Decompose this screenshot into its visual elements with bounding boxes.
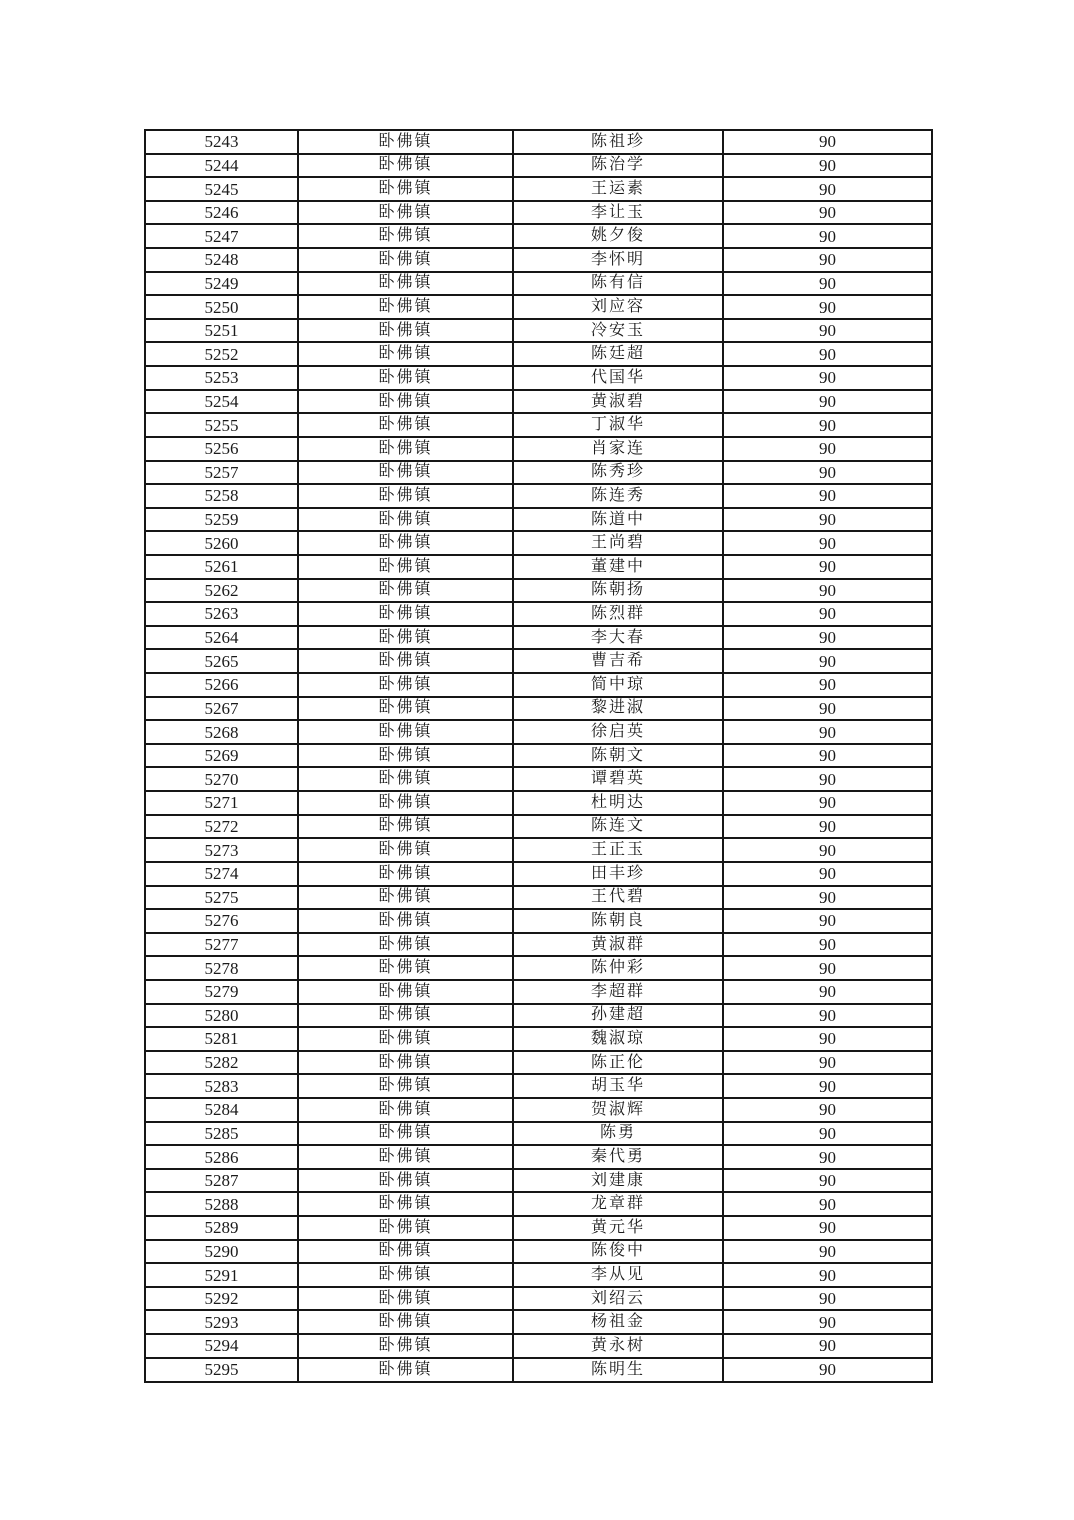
cell-town: 卧佛镇 xyxy=(298,720,513,744)
cell-serial-number: 5249 xyxy=(145,272,298,296)
cell-name: 董建中 xyxy=(513,555,723,579)
cell-town: 卧佛镇 xyxy=(298,909,513,933)
cell-name: 李大春 xyxy=(513,626,723,650)
cell-name: 李从见 xyxy=(513,1263,723,1287)
cell-town: 卧佛镇 xyxy=(298,461,513,485)
table-row xyxy=(145,767,932,791)
cell-name: 黄淑群 xyxy=(513,933,723,957)
cell-serial-number: 5253 xyxy=(145,366,298,390)
cell-serial-number: 5276 xyxy=(145,909,298,933)
cell-name: 田丰珍 xyxy=(513,862,723,886)
cell-score: 90 xyxy=(723,697,932,721)
table-row xyxy=(145,697,932,721)
cell-name: 陈明生 xyxy=(513,1358,723,1382)
cell-score: 90 xyxy=(723,295,932,319)
cell-town: 卧佛镇 xyxy=(298,838,513,862)
cell-name: 陈廷超 xyxy=(513,342,723,366)
cell-serial-number: 5269 xyxy=(145,744,298,768)
cell-score: 90 xyxy=(723,673,932,697)
cell-serial-number: 5271 xyxy=(145,791,298,815)
cell-serial-number: 5245 xyxy=(145,177,298,201)
cell-serial-number: 5243 xyxy=(145,130,298,154)
cell-score: 90 xyxy=(723,815,932,839)
cell-town: 卧佛镇 xyxy=(298,1027,513,1051)
table-row xyxy=(145,909,932,933)
cell-score: 90 xyxy=(723,1358,932,1382)
cell-name: 陈秀珍 xyxy=(513,461,723,485)
cell-serial-number: 5289 xyxy=(145,1216,298,1240)
cell-town: 卧佛镇 xyxy=(298,744,513,768)
cell-serial-number: 5293 xyxy=(145,1310,298,1334)
table-row xyxy=(145,201,932,225)
cell-score: 90 xyxy=(723,1334,932,1358)
cell-serial-number: 5295 xyxy=(145,1358,298,1382)
cell-score: 90 xyxy=(723,626,932,650)
cell-name: 孙建超 xyxy=(513,1004,723,1028)
cell-name: 陈烈群 xyxy=(513,602,723,626)
cell-town: 卧佛镇 xyxy=(298,886,513,910)
cell-serial-number: 5285 xyxy=(145,1122,298,1146)
cell-name: 胡玉华 xyxy=(513,1074,723,1098)
table-row xyxy=(145,1098,932,1122)
table-row xyxy=(145,461,932,485)
cell-town: 卧佛镇 xyxy=(298,1216,513,1240)
cell-score: 90 xyxy=(723,980,932,1004)
table-row xyxy=(145,579,932,603)
cell-score: 90 xyxy=(723,130,932,154)
cell-town: 卧佛镇 xyxy=(298,1192,513,1216)
cell-score: 90 xyxy=(723,1169,932,1193)
cell-town: 卧佛镇 xyxy=(298,815,513,839)
cell-name: 王运素 xyxy=(513,177,723,201)
cell-name: 徐启英 xyxy=(513,720,723,744)
table-row xyxy=(145,413,932,437)
cell-serial-number: 5250 xyxy=(145,295,298,319)
cell-score: 90 xyxy=(723,720,932,744)
cell-score: 90 xyxy=(723,1004,932,1028)
cell-score: 90 xyxy=(723,744,932,768)
cell-serial-number: 5288 xyxy=(145,1192,298,1216)
table-row xyxy=(145,626,932,650)
cell-score: 90 xyxy=(723,390,932,414)
cell-town: 卧佛镇 xyxy=(298,413,513,437)
cell-score: 90 xyxy=(723,201,932,225)
cell-serial-number: 5284 xyxy=(145,1098,298,1122)
cell-serial-number: 5281 xyxy=(145,1027,298,1051)
cell-score: 90 xyxy=(723,272,932,296)
cell-serial-number: 5251 xyxy=(145,319,298,343)
table-row xyxy=(145,366,932,390)
cell-town: 卧佛镇 xyxy=(298,980,513,1004)
cell-serial-number: 5280 xyxy=(145,1004,298,1028)
cell-name: 陈有信 xyxy=(513,272,723,296)
table-row xyxy=(145,1027,932,1051)
cell-serial-number: 5292 xyxy=(145,1287,298,1311)
cell-score: 90 xyxy=(723,579,932,603)
cell-name: 代国华 xyxy=(513,366,723,390)
cell-name: 陈治学 xyxy=(513,154,723,178)
cell-town: 卧佛镇 xyxy=(298,130,513,154)
cell-town: 卧佛镇 xyxy=(298,508,513,532)
cell-serial-number: 5265 xyxy=(145,649,298,673)
cell-town: 卧佛镇 xyxy=(298,579,513,603)
table-row xyxy=(145,720,932,744)
table-row xyxy=(145,815,932,839)
table-row xyxy=(145,1004,932,1028)
table-row xyxy=(145,1145,932,1169)
cell-score: 90 xyxy=(723,224,932,248)
table-row xyxy=(145,484,932,508)
cell-serial-number: 5282 xyxy=(145,1051,298,1075)
cell-name: 陈连秀 xyxy=(513,484,723,508)
cell-serial-number: 5259 xyxy=(145,508,298,532)
table-row xyxy=(145,437,932,461)
table-row xyxy=(145,342,932,366)
cell-name: 陈勇 xyxy=(513,1122,723,1146)
cell-score: 90 xyxy=(723,909,932,933)
cell-score: 90 xyxy=(723,862,932,886)
cell-serial-number: 5262 xyxy=(145,579,298,603)
cell-town: 卧佛镇 xyxy=(298,531,513,555)
table-row xyxy=(145,1358,932,1382)
table-row xyxy=(145,862,932,886)
cell-score: 90 xyxy=(723,413,932,437)
cell-name: 魏淑琼 xyxy=(513,1027,723,1051)
cell-score: 90 xyxy=(723,484,932,508)
cell-town: 卧佛镇 xyxy=(298,484,513,508)
cell-town: 卧佛镇 xyxy=(298,697,513,721)
cell-score: 90 xyxy=(723,1192,932,1216)
cell-town: 卧佛镇 xyxy=(298,626,513,650)
cell-score: 90 xyxy=(723,461,932,485)
cell-score: 90 xyxy=(723,437,932,461)
table-row xyxy=(145,1169,932,1193)
cell-serial-number: 5256 xyxy=(145,437,298,461)
cell-name: 简中琼 xyxy=(513,673,723,697)
table-row xyxy=(145,673,932,697)
cell-town: 卧佛镇 xyxy=(298,555,513,579)
cell-serial-number: 5274 xyxy=(145,862,298,886)
cell-serial-number: 5267 xyxy=(145,697,298,721)
cell-serial-number: 5286 xyxy=(145,1145,298,1169)
cell-serial-number: 5294 xyxy=(145,1334,298,1358)
table-row xyxy=(145,1334,932,1358)
cell-score: 90 xyxy=(723,366,932,390)
table-row xyxy=(145,272,932,296)
cell-serial-number: 5268 xyxy=(145,720,298,744)
table-row xyxy=(145,130,932,154)
table-row xyxy=(145,1287,932,1311)
cell-name: 陈正伦 xyxy=(513,1051,723,1075)
cell-name: 李怀明 xyxy=(513,248,723,272)
cell-serial-number: 5273 xyxy=(145,838,298,862)
cell-town: 卧佛镇 xyxy=(298,154,513,178)
cell-name: 曹吉希 xyxy=(513,649,723,673)
cell-serial-number: 5260 xyxy=(145,531,298,555)
cell-name: 王尚碧 xyxy=(513,531,723,555)
cell-name: 刘建康 xyxy=(513,1169,723,1193)
cell-name: 李让玉 xyxy=(513,201,723,225)
cell-name: 王正玉 xyxy=(513,838,723,862)
cell-name: 谭碧英 xyxy=(513,767,723,791)
table-row xyxy=(145,933,932,957)
cell-serial-number: 5275 xyxy=(145,886,298,910)
cell-score: 90 xyxy=(723,177,932,201)
cell-score: 90 xyxy=(723,319,932,343)
cell-score: 90 xyxy=(723,1074,932,1098)
cell-town: 卧佛镇 xyxy=(298,649,513,673)
cell-name: 黎进淑 xyxy=(513,697,723,721)
table-row xyxy=(145,649,932,673)
cell-town: 卧佛镇 xyxy=(298,1074,513,1098)
cell-town: 卧佛镇 xyxy=(298,1122,513,1146)
cell-score: 90 xyxy=(723,838,932,862)
cell-name: 黄元华 xyxy=(513,1216,723,1240)
cell-serial-number: 5283 xyxy=(145,1074,298,1098)
cell-name: 陈朝文 xyxy=(513,744,723,768)
cell-town: 卧佛镇 xyxy=(298,437,513,461)
table-row xyxy=(145,1310,932,1334)
cell-serial-number: 5244 xyxy=(145,154,298,178)
cell-score: 90 xyxy=(723,1145,932,1169)
table-row xyxy=(145,319,932,343)
cell-serial-number: 5291 xyxy=(145,1263,298,1287)
cell-serial-number: 5258 xyxy=(145,484,298,508)
cell-score: 90 xyxy=(723,791,932,815)
cell-town: 卧佛镇 xyxy=(298,1287,513,1311)
cell-score: 90 xyxy=(723,1122,932,1146)
cell-town: 卧佛镇 xyxy=(298,366,513,390)
cell-town: 卧佛镇 xyxy=(298,390,513,414)
cell-name: 李超群 xyxy=(513,980,723,1004)
cell-serial-number: 5263 xyxy=(145,602,298,626)
cell-score: 90 xyxy=(723,1263,932,1287)
table-row xyxy=(145,602,932,626)
cell-serial-number: 5252 xyxy=(145,342,298,366)
cell-town: 卧佛镇 xyxy=(298,1169,513,1193)
cell-name: 陈道中 xyxy=(513,508,723,532)
table-row xyxy=(145,224,932,248)
cell-score: 90 xyxy=(723,1287,932,1311)
cell-score: 90 xyxy=(723,649,932,673)
cell-town: 卧佛镇 xyxy=(298,201,513,225)
table-row xyxy=(145,295,932,319)
cell-serial-number: 5287 xyxy=(145,1169,298,1193)
cell-score: 90 xyxy=(723,342,932,366)
cell-score: 90 xyxy=(723,531,932,555)
cell-score: 90 xyxy=(723,767,932,791)
cell-serial-number: 5264 xyxy=(145,626,298,650)
cell-serial-number: 5254 xyxy=(145,390,298,414)
cell-town: 卧佛镇 xyxy=(298,1310,513,1334)
cell-town: 卧佛镇 xyxy=(298,933,513,957)
cell-score: 90 xyxy=(723,1240,932,1264)
table-row xyxy=(145,248,932,272)
cell-serial-number: 5248 xyxy=(145,248,298,272)
cell-name: 黄永树 xyxy=(513,1334,723,1358)
table-row xyxy=(145,1192,932,1216)
table-row xyxy=(145,1216,932,1240)
table-row xyxy=(145,555,932,579)
cell-town: 卧佛镇 xyxy=(298,767,513,791)
cell-serial-number: 5266 xyxy=(145,673,298,697)
table-row xyxy=(145,390,932,414)
cell-serial-number: 5279 xyxy=(145,980,298,1004)
cell-serial-number: 5255 xyxy=(145,413,298,437)
cell-town: 卧佛镇 xyxy=(298,248,513,272)
cell-name: 杜明达 xyxy=(513,791,723,815)
cell-town: 卧佛镇 xyxy=(298,1004,513,1028)
cell-score: 90 xyxy=(723,508,932,532)
cell-town: 卧佛镇 xyxy=(298,956,513,980)
table-row xyxy=(145,744,932,768)
cell-serial-number: 5261 xyxy=(145,555,298,579)
cell-name: 姚夕俊 xyxy=(513,224,723,248)
cell-score: 90 xyxy=(723,555,932,579)
cell-town: 卧佛镇 xyxy=(298,1263,513,1287)
table-row xyxy=(145,1074,932,1098)
cell-serial-number: 5277 xyxy=(145,933,298,957)
roster-table-body xyxy=(145,130,932,1382)
roster-table xyxy=(144,129,933,1383)
cell-name: 陈朝良 xyxy=(513,909,723,933)
cell-score: 90 xyxy=(723,933,932,957)
cell-town: 卧佛镇 xyxy=(298,602,513,626)
cell-town: 卧佛镇 xyxy=(298,224,513,248)
cell-town: 卧佛镇 xyxy=(298,791,513,815)
cell-serial-number: 5247 xyxy=(145,224,298,248)
cell-name: 陈祖珍 xyxy=(513,130,723,154)
cell-town: 卧佛镇 xyxy=(298,673,513,697)
cell-name: 丁淑华 xyxy=(513,413,723,437)
table-row xyxy=(145,791,932,815)
cell-town: 卧佛镇 xyxy=(298,342,513,366)
table-row xyxy=(145,531,932,555)
cell-name: 陈俊中 xyxy=(513,1240,723,1264)
cell-town: 卧佛镇 xyxy=(298,1098,513,1122)
table-row xyxy=(145,838,932,862)
cell-score: 90 xyxy=(723,602,932,626)
cell-serial-number: 5257 xyxy=(145,461,298,485)
cell-name: 贺淑辉 xyxy=(513,1098,723,1122)
cell-score: 90 xyxy=(723,1098,932,1122)
cell-serial-number: 5290 xyxy=(145,1240,298,1264)
cell-serial-number: 5270 xyxy=(145,767,298,791)
cell-town: 卧佛镇 xyxy=(298,1145,513,1169)
cell-score: 90 xyxy=(723,1051,932,1075)
cell-score: 90 xyxy=(723,248,932,272)
table-row xyxy=(145,980,932,1004)
cell-name: 陈朝扬 xyxy=(513,579,723,603)
cell-town: 卧佛镇 xyxy=(298,1358,513,1382)
cell-serial-number: 5272 xyxy=(145,815,298,839)
cell-score: 90 xyxy=(723,1216,932,1240)
table-row xyxy=(145,886,932,910)
cell-score: 90 xyxy=(723,956,932,980)
cell-name: 陈连文 xyxy=(513,815,723,839)
cell-score: 90 xyxy=(723,1310,932,1334)
cell-town: 卧佛镇 xyxy=(298,1051,513,1075)
table-row xyxy=(145,1051,932,1075)
cell-name: 黄淑碧 xyxy=(513,390,723,414)
cell-name: 龙章群 xyxy=(513,1192,723,1216)
cell-name: 秦代勇 xyxy=(513,1145,723,1169)
cell-town: 卧佛镇 xyxy=(298,862,513,886)
table-row xyxy=(145,1263,932,1287)
cell-serial-number: 5246 xyxy=(145,201,298,225)
table-row xyxy=(145,154,932,178)
table-row xyxy=(145,956,932,980)
cell-name: 王代碧 xyxy=(513,886,723,910)
cell-town: 卧佛镇 xyxy=(298,295,513,319)
table-row xyxy=(145,1122,932,1146)
cell-score: 90 xyxy=(723,886,932,910)
cell-serial-number: 5278 xyxy=(145,956,298,980)
cell-name: 冷安玉 xyxy=(513,319,723,343)
cell-score: 90 xyxy=(723,1027,932,1051)
cell-town: 卧佛镇 xyxy=(298,1240,513,1264)
table-row xyxy=(145,508,932,532)
cell-town: 卧佛镇 xyxy=(298,177,513,201)
table-row xyxy=(145,1240,932,1264)
cell-town: 卧佛镇 xyxy=(298,272,513,296)
table-row xyxy=(145,177,932,201)
cell-score: 90 xyxy=(723,154,932,178)
cell-town: 卧佛镇 xyxy=(298,1334,513,1358)
cell-name: 刘应容 xyxy=(513,295,723,319)
cell-name: 肖家连 xyxy=(513,437,723,461)
cell-name: 杨祖金 xyxy=(513,1310,723,1334)
cell-name: 刘绍云 xyxy=(513,1287,723,1311)
cell-name: 陈仲彩 xyxy=(513,956,723,980)
cell-town: 卧佛镇 xyxy=(298,319,513,343)
